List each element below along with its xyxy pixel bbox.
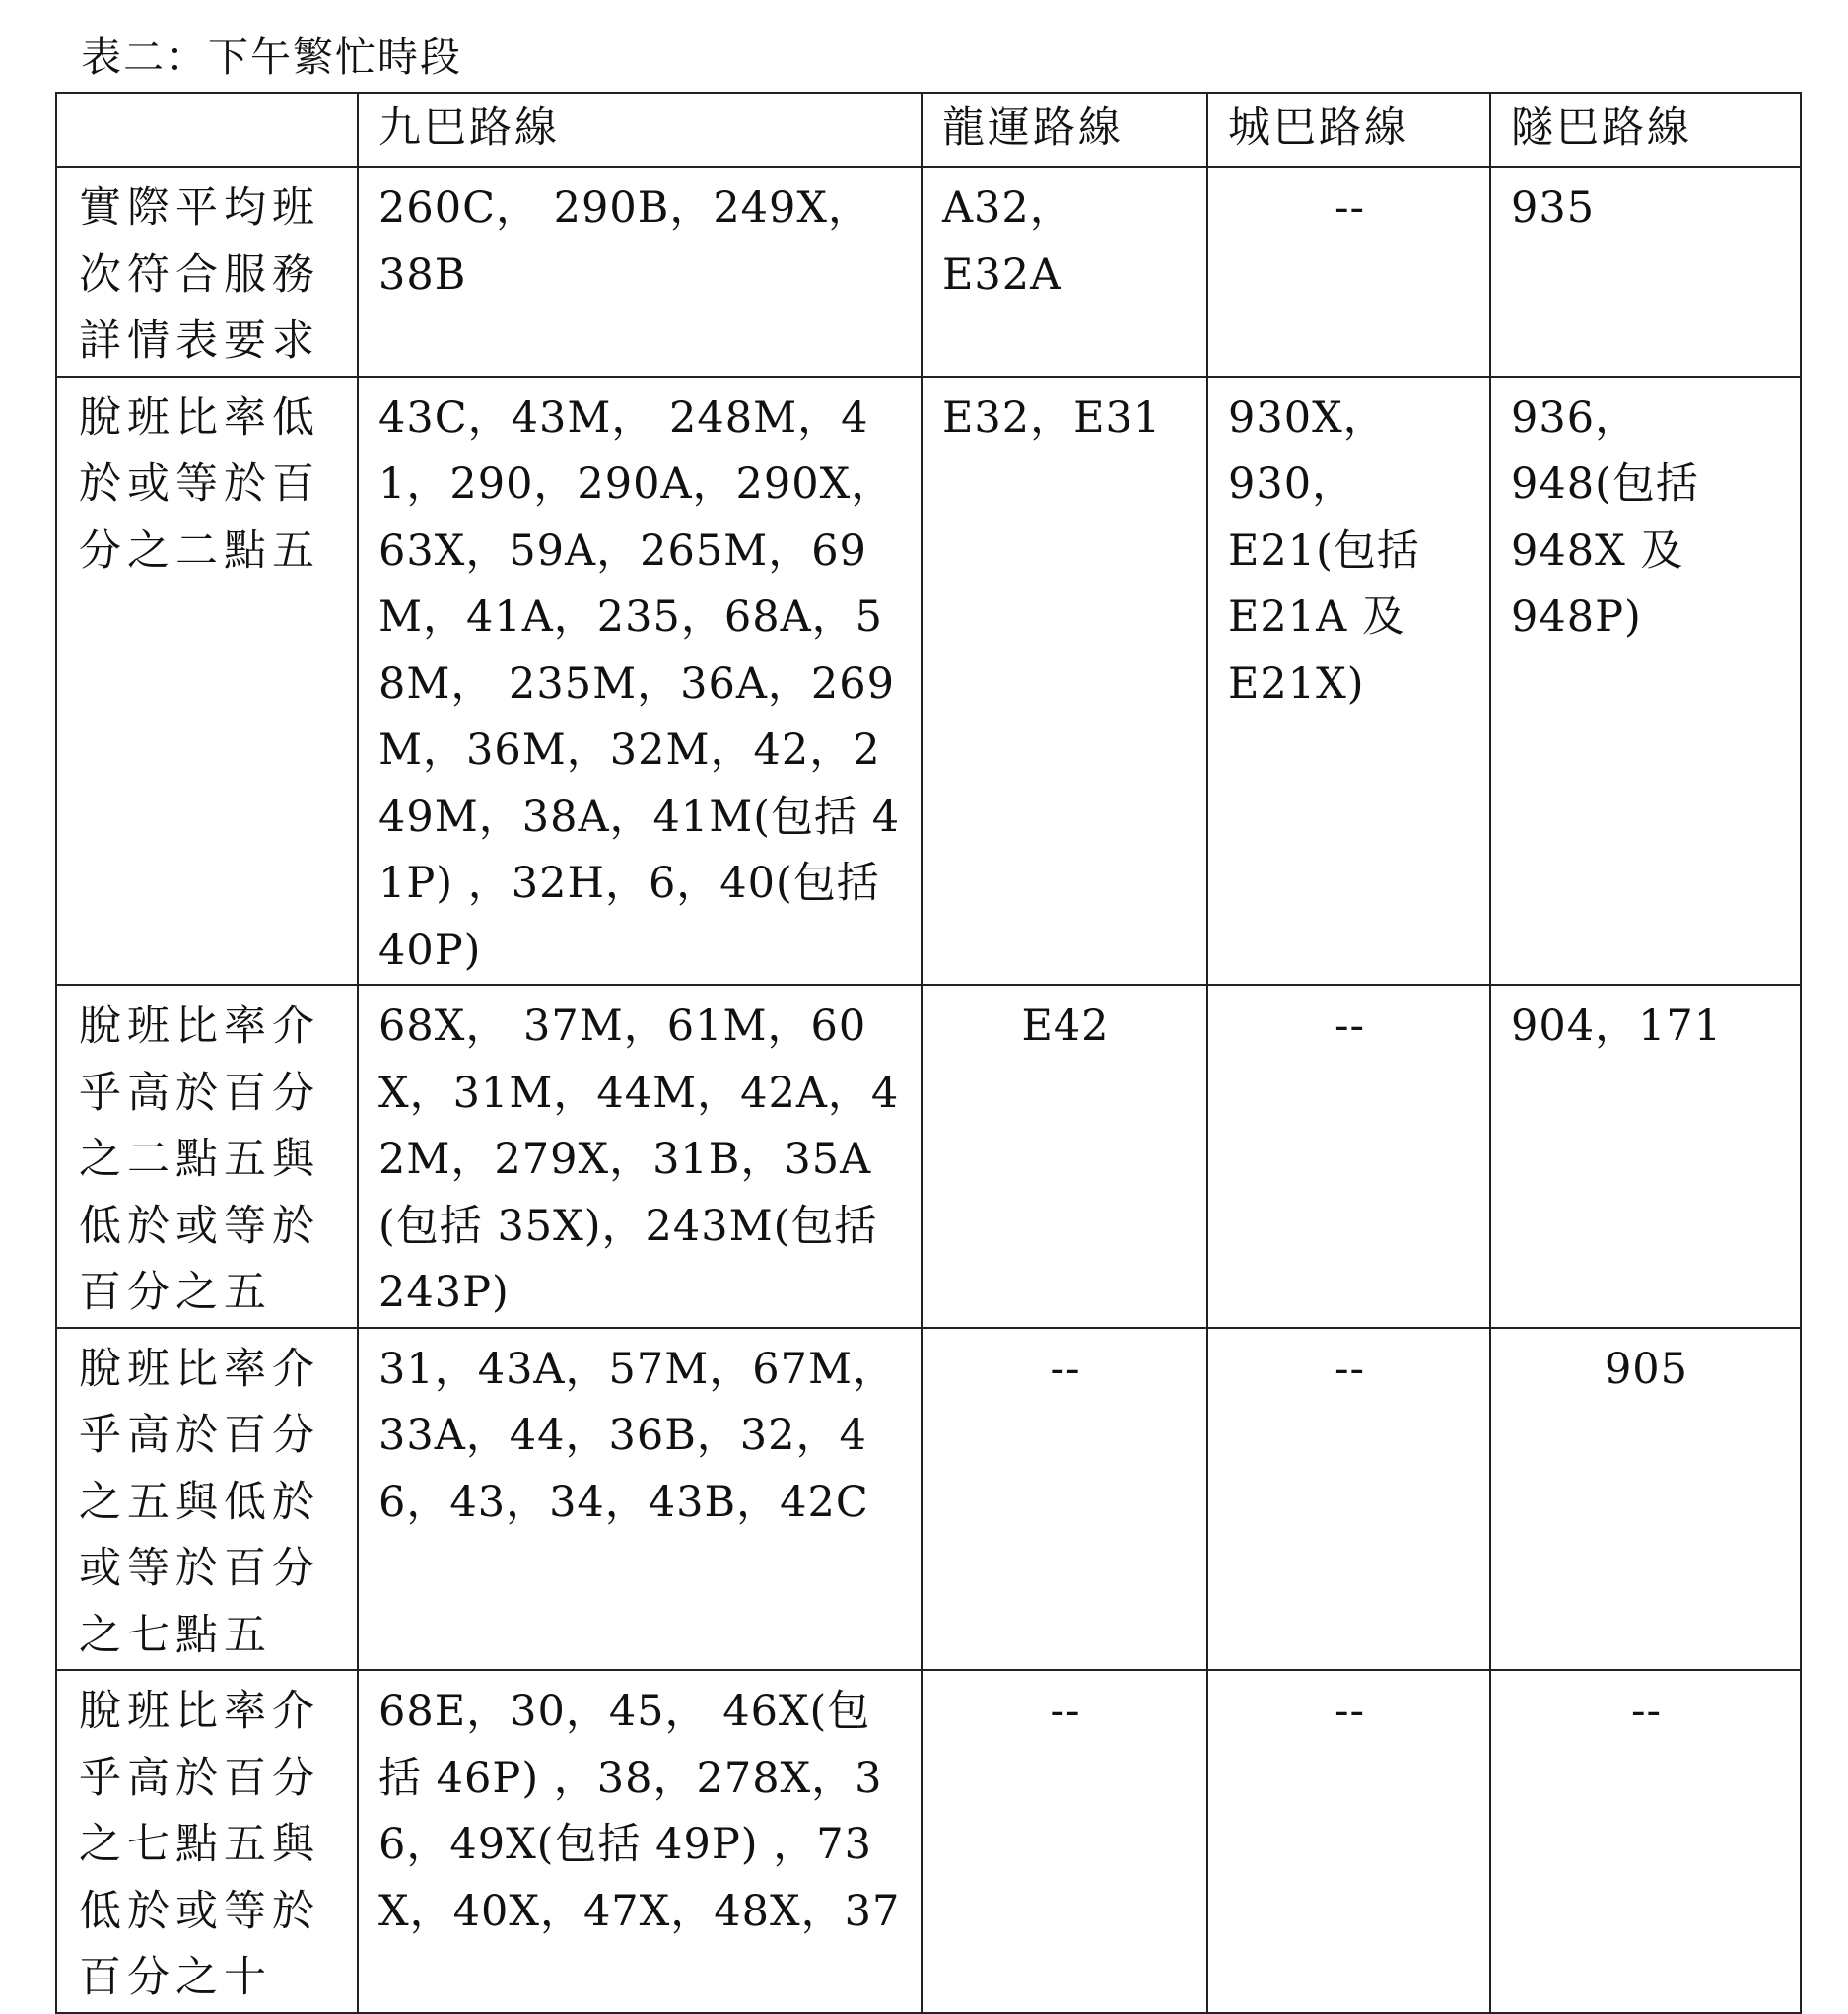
row-category: 脫班比率低於或等於百分之二點五 — [56, 377, 358, 986]
row-category: 脫班比率介乎高於百分之二點五與低於或等於百分之五 — [56, 985, 358, 1328]
cell-lwb: A32，E32A — [922, 167, 1207, 377]
header-citybus: 城巴路線 — [1207, 93, 1490, 167]
cell-citybus: -- — [1207, 167, 1490, 377]
cell-tunnel: -- — [1490, 1670, 1801, 2013]
table-row — [56, 167, 1801, 377]
cell-lwb: E32，E31 — [922, 377, 1207, 986]
table-row — [56, 1670, 1801, 2013]
cell-lwb: -- — [922, 1670, 1207, 2013]
header-row — [56, 93, 1801, 167]
table-caption: 表二：下午繁忙時段 — [81, 34, 462, 81]
cell-lwb: E42 — [922, 985, 1207, 1328]
cell-kmb: 68X， 37M，61M，60X，31M，44M，42A，42M，279X，31B，35A(包括 35X)，243M(包括 243P) — [358, 985, 922, 1328]
cell-citybus: 930X，930，E21(包括 E21A 及 E21X) — [1207, 377, 1490, 986]
table-row — [56, 985, 1801, 1328]
row-category: 實際平均班次符合服務詳情表要求 — [56, 167, 358, 377]
cell-tunnel: 904，171 — [1490, 985, 1801, 1328]
cell-tunnel: 905 — [1490, 1328, 1801, 1671]
header-blank — [56, 93, 358, 167]
cell-tunnel: 935 — [1490, 167, 1801, 377]
row-category: 脫班比率介乎高於百分之七點五與低於或等於百分之十 — [56, 1670, 358, 2013]
cell-tunnel: 936，948(包括 948X 及 948P) — [1490, 377, 1801, 986]
cell-citybus: -- — [1207, 1670, 1490, 2013]
route-table — [55, 92, 1802, 2014]
header-tunnel: 隧巴路線 — [1490, 93, 1801, 167]
header-lwb: 龍運路線 — [922, 93, 1207, 167]
header-kmb: 九巴路線 — [358, 93, 922, 167]
cell-citybus: -- — [1207, 985, 1490, 1328]
cell-kmb: 260C， 290B，249X，38B — [358, 167, 922, 377]
table-row — [56, 1328, 1801, 1671]
cell-kmb: 31，43A，57M，67M，33A，44，36B，32，46，43，34，43B，42C — [358, 1328, 922, 1671]
cell-citybus: -- — [1207, 1328, 1490, 1671]
table-row — [56, 377, 1801, 986]
cell-kmb: 68E，30，45， 46X(包括 46P) ，38，278X，36，49X(包括 49P) ，73X，40X，47X，48X，37 — [358, 1670, 922, 2013]
cell-kmb: 43C，43M， 248M，41，290，290A，290X，63X，59A，265M，69M，41A，235，68A，58M， 235M，36A，269M，36M，32M，42，249M，38A，41M(包括 41P) ，32H，6，40(包括 40P) — [358, 377, 922, 986]
cell-lwb: -- — [922, 1328, 1207, 1671]
row-category: 脫班比率介乎高於百分之五與低於或等於百分之七點五 — [56, 1328, 358, 1671]
